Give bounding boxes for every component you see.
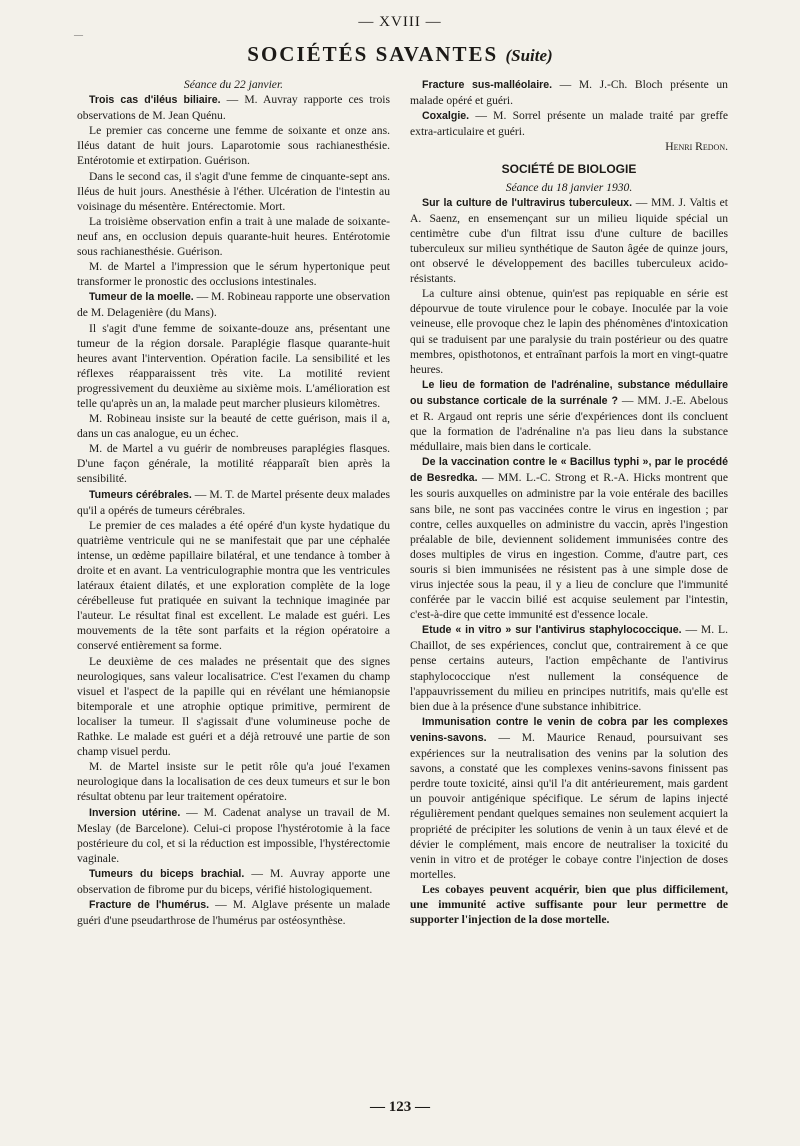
paragraph: Il s'agit d'une femme de soixante-douze ans, présentant une tumeur de la région dorsale. Paraplégie flasque quarante-huit heures avant l'intervention. Opération facile. La sensibilité et les réflexes réapparaissent très vite. La motilité revient progressivement du deuxième au sixième mois. L'amélioration est telle qu'après un an, la malade peut marcher plusieurs kilomètres. xyxy=(77,321,390,410)
article-heading: Trois cas d'iléus biliaire. xyxy=(89,94,221,107)
article-fracture xyxy=(410,77,728,108)
paragraph: La troisième observation enfin a trait à une malade de soixante-neuf ans, en occlusion depuis quarante-huit heures. Entérotomie sous rachianesthésie. Guérison. xyxy=(77,214,390,259)
page-title xyxy=(0,42,800,67)
article-text: — M. J.-Ch. Bloch présente un malade opéré et guéri. xyxy=(410,78,728,108)
article-text: — M. Auvray rapporte ces trois observations de M. Jean Quénu. xyxy=(77,93,390,123)
article-cerebrales xyxy=(77,487,390,518)
page-number: — 123 — xyxy=(370,1099,430,1115)
title-suite: (Suite) xyxy=(505,46,553,65)
paragraph: La culture ainsi obtenue, quin'est pas repiquable en série est dépourvue de toute virulence pour le cobaye. Inoculée par la voie veineuse, elle provoque chez le lapin des phénomènes d'intoxication qui se traduisent par une paralysie du train postérieur ou des quatre membres, opisthotonos, et entraînant parfois la mort en vingt-quatre heures. xyxy=(410,287,728,376)
article-heading: Fracture de l'humérus. xyxy=(89,899,210,912)
right-column xyxy=(410,77,728,927)
page-roman-numeral: — XVIII — xyxy=(358,14,442,30)
article-heading: Immunisation contre le venin de cobra par les complexes venins-savons. xyxy=(410,715,728,744)
paragraph: M. de Martel a l'impression que le sérum hypertonique peut transformer le pronostic des occlusions intestinales. xyxy=(77,260,390,289)
article-text: — M. L. Chaillot, de ses expériences, conclut que, contrairement à ce que pense certains auteurs, l'action empêchante de l'antivirus staphylococcique n'est nullement la conséquence de l'appauvrissement du milieu en principes nutritifs, mais qu'elle est bien due à la présence d'une substance inhibitrice. xyxy=(410,623,728,713)
article-moelle xyxy=(77,289,390,320)
session-date: Séance du 22 janvier. xyxy=(183,78,284,91)
article-text: — M. Alglave présente un malade guéri d'une pseudarthrose de l'humérus par ostéosynthèse. xyxy=(77,898,390,928)
title-text: SOCIÉTÉS SAVANTES xyxy=(247,42,499,66)
article-ileus xyxy=(77,92,390,123)
article-heading: De la vaccination contre le « Bacillus typhi », par le procédé de Besredka. xyxy=(410,456,728,485)
header-mark: — xyxy=(74,30,83,40)
article-heading: Etude « in vitro » sur l'antivirus staphylococcique. xyxy=(422,624,682,637)
article-cobra xyxy=(410,714,728,882)
article-coxalgie xyxy=(410,108,728,139)
article-heading: Le lieu de formation de l'adrénaline, substance médullaire ou substance corticale de la surrénale ? xyxy=(410,378,728,407)
article-vaccination xyxy=(410,454,728,622)
paragraph: Le premier de ces malades a été opéré d'un kyste hydatique du quatrième ventricule qui ne se manifestait que par une céphalée intense, un œdème papillaire bilatéral, et une tendance à tomber à droite et en avant. La ventriculographie montra que les ventricules latéraux étaient dilatés, et une exploration complète de la loge cérébelleuse fut pratiquée en suivant la technique imaginée par l'auteur. Le résultat final est excellent. Le malade est guéri. Les mouvements de la tête sont parfaits et la région opératoire a conservé entièrement sa forme. xyxy=(77,518,390,653)
paragraph: Le premier cas concerne une femme de soixante et onze ans. Iléus datant de huit jours. Laparotomie sous rachianesthésie. Entérotomie et extirpation. Guérison. xyxy=(77,124,390,168)
article-text: — M. T. de Martel présente deux malades qu'il a opérés de tumeurs cérébrales. xyxy=(77,487,390,517)
session-date: Séance du 18 janvier 1930. xyxy=(505,180,633,194)
paragraph: Dans le second cas, il s'agit d'une femme de cinquante-sept ans. Iléus de huit jours. Anesthésie à l'éther. Ulcération de l'intestin au voisinage du mésentère. Entérectomie. Mort. xyxy=(77,169,390,213)
left-column xyxy=(77,77,390,928)
article-staphylococcique xyxy=(410,622,728,714)
article-text: — MM. J. Valtis et A. Saenz, en ensemençant sur un milieu liquide spécial un centimètre cube d'un filtrat issu d'une culture de bacilles tuberculeux sur milieu synthétique de Sauton âgée de quinze jours, ont observé le développement des bacilles tuberculeux acido-résistants. xyxy=(410,195,729,286)
article-ultravirus xyxy=(410,195,728,287)
paragraph: M. de Martel insiste sur le petit rôle qu'a joué l'examen neurologique dans la localisation de ces deux tumeurs et sur le bon résultat obtenu par leur traitement opératoire. xyxy=(77,760,390,804)
article-heading: Sur la culture de l'ultravirus tuberculeux. xyxy=(422,196,633,209)
article-heading: Tumeurs du biceps brachial. xyxy=(89,867,245,880)
article-adrenaline xyxy=(410,377,728,454)
article-inversion xyxy=(77,805,390,866)
section-title: SOCIÉTÉ DE BIOLOGIE xyxy=(501,162,637,177)
article-heading: Fracture sus-malléolaire. xyxy=(422,79,553,91)
article-text: — M. Maurice Renaud, poursuivant ses expériences sur la neutralisation des venins par la solution des savons, a constaté que les complexes venins-savons finissent pas perdre toute toxicité, ainsi qu'il l'a dit antérieurement, mais gardent un pouvoir antigénique spécifique. Le sérum de lapins injecté régulièrement pendant quelques semaines non seulement acquiert la propriété de précipiter les solutions de venin à un taux élevé et de dévier le complément, mais encore de neutraliser la toxicité du venin in vitro et de protéger le cobaye contre l'injection de doses mortelles. xyxy=(410,730,728,881)
article-heading: Tumeur de la moelle. xyxy=(89,291,194,304)
article-heading: Coxalgie. xyxy=(422,110,470,123)
article-text: — M. Sorrel présente un malade traité par greffe extra-articulaire et guéri. xyxy=(410,109,728,139)
article-text: — M. Robineau rapporte une observation de M. Delagenière (du Mans). xyxy=(77,290,390,320)
paragraph: M. Robineau insiste sur la beauté de cette guérison, mais il a, dans un cas analogue, eu un échec. xyxy=(77,412,390,441)
article-heading: Tumeurs cérébrales. xyxy=(89,488,192,501)
paragraph: Le deuxième de ces malades ne présentait que des signes neurologiques, sans valeur localisatrice. C'est l'examen du champ visuel et l'aspect de la papille qui en révélant une hémianopsie bitemporale et une atrophie optique primitive, permirent de localiser la tumeur. Il s'agissait d'une volumineuse poche de Rathke. Le malade est guéri et a déjà retrouvé une partie de son champ visuel perdu. xyxy=(77,654,390,759)
article-humerus xyxy=(77,897,390,928)
paragraph: M. de Martel a vu guérir de nombreuses paraplégies flasques. D'une façon générale, la motilité réapparaît bien après la sensibilité. xyxy=(77,442,390,486)
article-text: — MM. L.-C. Strong et R.-A. Hicks montrent que les souris auxquelles on administre par la voie entérale des bacilles sans bile, ne sont pas vaccinées contre le virus en ingestion ; par contre, celles auxquelles on administre du vaccin, après l'ingestion préalable de bile, deviennent solidement immunisées contre des doses multiples de virus en ingestion. Comme, d'autre part, ces souris si bien immunisées ne résistent pas à une simple dose de virus injectée sous la peau, il y a lieu de conclure que l'immunité conférée par le vaccin bilié est acquise seulement par l'intestin, c'est-à-dire que cette immunité est d'essence locale. xyxy=(410,471,729,622)
article-heading: Inversion utérine. xyxy=(89,806,181,819)
paragraph: Les cobayes peuvent acquérir, bien que plus difficilement, une immunité active suffisante pour leur permettre de supporter l'injection de la dose mortelle. xyxy=(410,882,728,927)
article-text: — M. Cadenat analyse un travail de M. Meslay (de Barcelone). Celui-ci propose l'hystérotomie à la face postérieure du col, et si la réduction est impossible, l'hystérectomie vaginale. xyxy=(77,805,390,865)
article-text: — MM. J.-E. Abelous et R. Argaud ont repris une série d'expériences dont ils concluent que la formation de l'adrénaline n'a pas lieu dans la substance médullaire, mais bien dans le corticale. xyxy=(410,393,728,454)
signature: Henri Redon. xyxy=(665,140,728,154)
article-text: — M. Auvray apporte une observation de fibrome pur du biceps, vérifié histologiquement. xyxy=(77,866,390,896)
article-biceps xyxy=(77,866,390,897)
